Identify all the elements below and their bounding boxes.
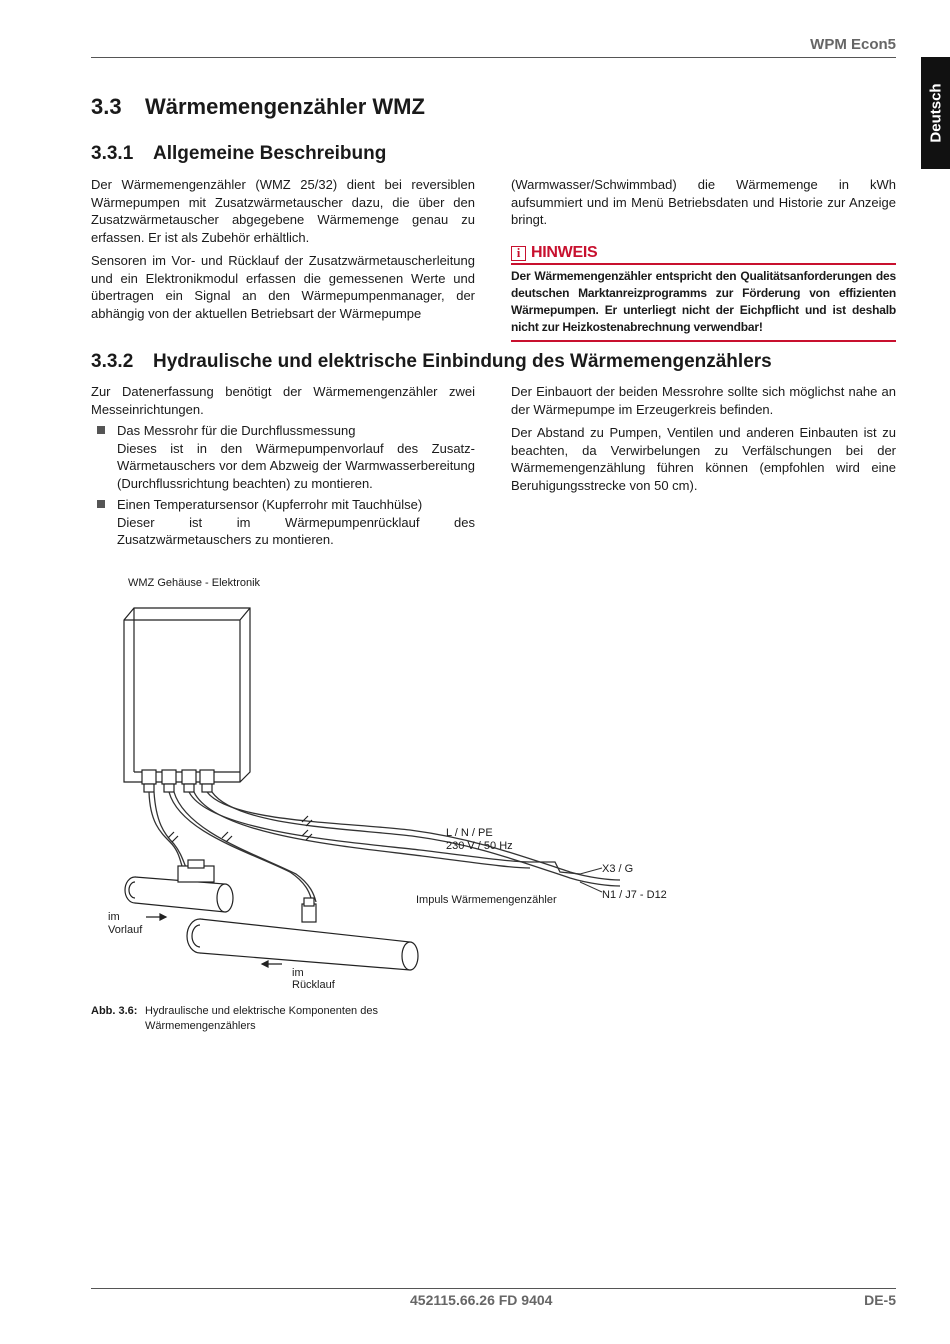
header-rule [91,57,896,58]
language-tab-label: Deutsch [927,83,944,143]
caption-line-1: Hydraulische und elektrische Komponenten des [145,1005,378,1017]
subsection-1-left-column [91,176,475,328]
wmz-diagram [90,572,750,1002]
caption-line-2: Wärmemengenzählers [145,1020,256,1032]
note-box [511,243,896,342]
bullet-square-icon [97,500,105,508]
header-title: WPM Econ5 [810,36,896,53]
figure-caption [91,1004,378,1034]
label-x3: X3 / G [602,863,634,875]
paragraph: (Warmwasser/Schwimmbad) die Wärmemenge in kWh aufsummiert und im Menü Betriebsdaten und Historie zur Anzeige bringt. [511,177,896,227]
section-title: Wärmemengenzähler WMZ [145,94,425,119]
label-power-2: 230 V / 50 Hz [446,840,513,852]
paragraph: Sensoren im Vor- und Rücklauf der Zusatzwärmetauscherleitung und ein Elektronikmodul erfassen die gemessenen Werte und übertragen ein Signal an den Wärmepumpenmanager, der abhängig von der aktuellen Betriebsart der Wärmepumpe [91,253,475,321]
connector-line [580,868,602,892]
paragraph: Zur Datenerfassung benötigt der Wärmemengenzähler zwei Messeinrichtungen. [91,384,475,417]
electronics-housing [124,608,250,792]
note-label: HINWEIS [531,244,598,261]
label-vorlauf-2: Vorlauf [108,924,143,936]
caption-label: Abb. 3.6: [91,1005,138,1017]
list-item-body: Dieses ist in den Wärmepumpenvorlauf des Zusatz-Wärmetauschers vor dem Abzweig der Warmwasserbereitung (Durchflussrichtung beachten) zu montieren. [117,440,475,491]
break-marks [168,816,312,842]
note-header [511,243,896,265]
label-vorlauf-1: im [108,911,120,923]
bullet-square-icon [97,426,105,434]
paragraph: Der Wärmemengenzähler (WMZ 25/32) dient bei reversiblen Wärmepumpen mit Zusatzwärmetauscher dazu, die über den Zusatzwärmetauscher abgegebene Wärmemenge genau zu erfassen. Er ist als Zubehör erhältlich. [91,177,475,245]
label-ruecklauf-1: im [292,967,304,979]
subsection-2-number: 3.3.2 [91,351,134,372]
subsection-1-right-column [511,176,896,235]
page-number: DE-5 [864,1292,896,1308]
subsection-1-title: Allgemeine Beschreibung [153,143,387,164]
label-ruecklauf-2: Rücklauf [292,979,335,991]
info-icon: i [511,246,526,261]
paragraph: Der Abstand zu Pumpen, Ventilen und anderen Einbauten ist zu beachten, da Verwirbelungen zu Verfälschungen bei der Wärmemengenzählung führen können (empfohlen wird eine Beruhigungsstrecke von 50 cm). [511,425,896,493]
list-item-body: Dieser ist im Wärmepumpenrücklauf des Zusatzwärmetauschers zu montieren. [117,514,475,547]
list-item-head: Einen Temperatursensor (Kupferrohr mit Tauchhülse) [117,497,423,512]
section-heading [91,94,425,120]
subsection-2-left-column [91,383,475,553]
subsection-2-right-column [511,383,896,500]
subsection-2-heading [91,351,772,373]
subsection-1-heading [91,143,386,165]
note-text: Der Wärmemengenzähler entspricht den Qualitätsanforderungen des deutschen Marktanreizprogramms zur Förderung von effizienten Wärmepumpen. Er unterliegt nicht der Eichpflicht und ist deshalb nicht zur Heizkostenabrechnung verwendbar! [511,265,896,342]
subsection-2-title: Hydraulische und elektrische Einbindung des Wärmemengenzählers [153,351,772,372]
flow-pipe [125,860,233,912]
subsection-1-number: 3.3.1 [91,143,134,164]
language-tab [921,57,950,169]
footer-rule [91,1288,896,1289]
section-number: 3.3 [91,94,122,119]
list-item-head: Das Messrohr für die Durchflussmessung [117,423,356,438]
document-code: 452115.66.26 FD 9404 [410,1292,553,1308]
list-item [91,496,475,549]
label-n1: N1 / J7 - D12 [602,889,667,901]
label-impuls: Impuls Wärmemengenzähler [416,894,557,906]
list-item [91,422,475,492]
label-power-1: L / N / PE [446,827,493,839]
paragraph: Der Einbauort der beiden Messrohre sollte sich möglichst nahe an der Wärmepumpe im Erzeugerkreis befinden. [511,384,896,417]
label-housing: WMZ Gehäuse - Elektronik [128,577,261,589]
